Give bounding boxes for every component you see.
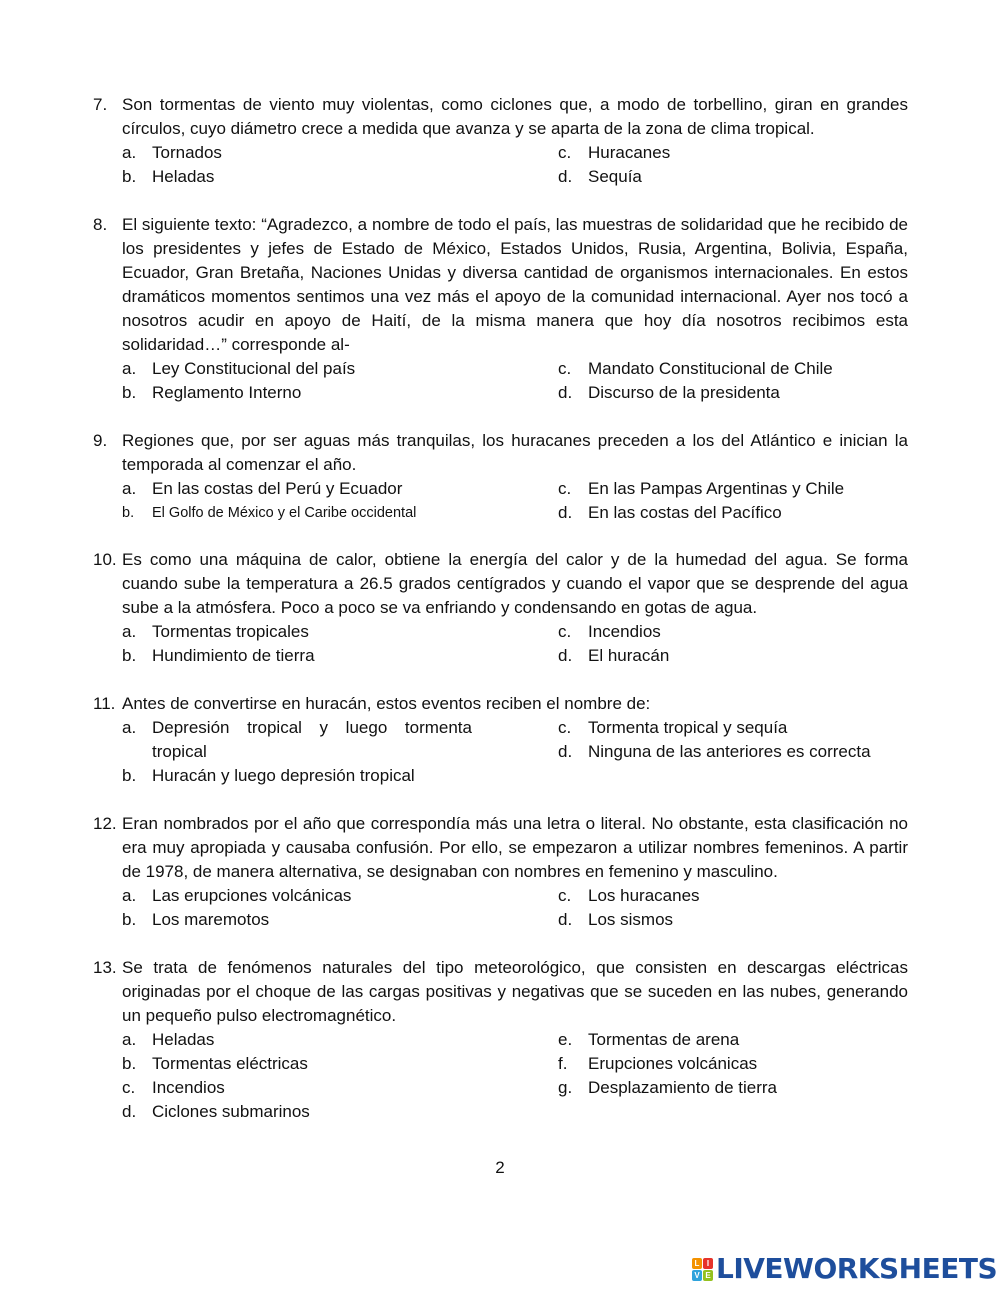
question-13 — [93, 956, 908, 1124]
option-letter: a. — [122, 359, 137, 378]
logo-mark-e: E — [703, 1270, 713, 1281]
option-text: Heladas — [152, 1030, 215, 1049]
option-letter: c. — [558, 718, 572, 737]
options — [122, 620, 908, 668]
question-8 — [93, 213, 908, 405]
question-text: Son tormentas de viento muy violentas, como ciclones que, a modo de torbellino, giran en grandes círculos, cuyo diámetro crece a medida que avanza y se aparta de la zona de clima tropical. — [122, 95, 908, 138]
option-c[interactable] — [558, 620, 908, 644]
liveworksheets-logo — [692, 1252, 997, 1286]
option-c[interactable] — [122, 1076, 558, 1100]
logo-mark-l: L — [692, 1258, 702, 1269]
option-a[interactable] — [122, 716, 472, 764]
option-d[interactable] — [122, 1100, 558, 1124]
option-letter: a. — [122, 143, 137, 162]
option-letter: b. — [122, 383, 137, 402]
option-a[interactable] — [122, 357, 558, 381]
option-text: Ciclones submarinos — [152, 1102, 310, 1121]
option-text: Reglamento Interno — [152, 383, 302, 402]
option-letter: d. — [122, 1102, 137, 1121]
option-text: Erupciones volcánicas — [588, 1054, 758, 1073]
options — [122, 716, 908, 788]
option-a[interactable] — [122, 141, 558, 165]
option-letter: c. — [558, 622, 572, 641]
options — [122, 477, 908, 525]
option-letter: c. — [558, 143, 572, 162]
option-letter: c. — [122, 1078, 136, 1097]
option-letter: e. — [558, 1030, 573, 1049]
option-text: El huracán — [588, 646, 670, 665]
option-b[interactable] — [122, 908, 558, 932]
option-c[interactable] — [558, 477, 908, 501]
option-text: Sequía — [588, 167, 642, 186]
question-text: El siguiente texto: “Agradezco, a nombre de todo el país, las muestras de solidaridad que he recibido de los presidentes y jefes de Estado de México, Estados Unidos, Rusia, Argentina, Bolivia, España, Ecuador, Gran Bretaña, Naciones Unidas y diversa cantidad de organismos internacionales. En estos dramáticos momentos sentimos una vez más el apoyo de la comunidad internacional. Ayer nos tocó a nosotros acudir en apoyo de Haití, de la misma manera que hoy día nosotros recibimos esta solidaridad…” corresponde al- — [122, 215, 908, 354]
question-11 — [93, 692, 908, 788]
option-letter: d. — [558, 503, 573, 522]
option-b[interactable] — [122, 1052, 558, 1076]
logo-text: LIVEWORKSHEETS — [716, 1252, 998, 1285]
option-text: Los huracanes — [588, 886, 700, 905]
option-d[interactable] — [558, 740, 908, 764]
option-b[interactable] — [122, 165, 558, 189]
option-a[interactable] — [122, 477, 558, 501]
logo-mark-icon — [692, 1258, 713, 1281]
option-text: Tormentas de arena — [588, 1030, 740, 1049]
question-7 — [93, 93, 908, 189]
logo-mark-v: V — [692, 1270, 702, 1281]
question-12 — [93, 812, 908, 932]
option-letter: d. — [558, 167, 573, 186]
option-text: Mandato Constitucional de Chile — [588, 359, 833, 378]
options — [122, 884, 908, 932]
option-c[interactable] — [558, 357, 908, 381]
option-text: El Golfo de México y el Caribe occidental — [152, 505, 417, 521]
option-text: Depresión tropical y luego tormenta tropical — [152, 718, 472, 761]
option-letter: c. — [558, 359, 572, 378]
option-text: Discurso de la presidenta — [588, 383, 780, 402]
option-d[interactable] — [558, 381, 908, 405]
options — [122, 1028, 908, 1124]
question-text: Eran nombrados por el año que correspondía más una letra o literal. No obstante, esta clasificación no era muy apropiada y causaba confusión. Por ello, se empezaron a utilizar nombres femeninos. A partir de 1978, de manera alternativa, se designaban con nombres en femenino y masculino. — [122, 814, 908, 881]
option-text: En las costas del Pacífico — [588, 503, 782, 522]
question-number: 12. — [93, 814, 117, 833]
options — [122, 357, 908, 405]
question-text: Se trata de fenómenos naturales del tipo meteorológico, que consisten en descargas eléctricas originadas por el choque de las cargas positivas y negativas que se suceden en las nubes, generando un pequeño pulso electromagnético. — [122, 958, 908, 1025]
option-letter: b. — [122, 167, 137, 186]
question-number: 7. — [93, 95, 108, 114]
option-g[interactable] — [558, 1076, 908, 1100]
option-letter: a. — [122, 622, 137, 641]
option-a[interactable] — [122, 1028, 558, 1052]
option-c[interactable] — [558, 141, 908, 165]
option-letter: b. — [122, 646, 137, 665]
question-number: 9. — [93, 431, 108, 450]
option-b[interactable] — [122, 644, 558, 668]
question-number: 13. — [93, 958, 117, 977]
option-d[interactable] — [558, 644, 908, 668]
option-b[interactable] — [122, 501, 558, 525]
option-letter: d. — [558, 383, 573, 402]
option-b[interactable] — [122, 764, 472, 788]
option-letter: f. — [558, 1054, 568, 1073]
option-letter: b. — [122, 505, 135, 521]
option-letter: a. — [122, 1030, 137, 1049]
question-text: Es como una máquina de calor, obtiene la energía del calor y de la humedad del agua. Se forma cuando sube la temperatura a 26.5 grados centígrados y cuando el vapor que se desprende del agua sube a la atmósfera. Poco a poco se va enfriando y condensando en gotas de agua. — [122, 550, 908, 617]
option-text: Tornados — [152, 143, 222, 162]
option-text: Los sismos — [588, 910, 674, 929]
option-d[interactable] — [558, 908, 908, 932]
question-9 — [93, 429, 908, 525]
page-number: 2 — [495, 1158, 505, 1177]
option-text: Hundimiento de tierra — [152, 646, 315, 665]
option-letter: a. — [122, 479, 137, 498]
options — [122, 141, 908, 189]
question-10 — [93, 548, 908, 668]
option-letter: a. — [122, 718, 137, 737]
question-number: 10. — [93, 550, 117, 569]
logo-mark-i: I — [703, 1258, 713, 1269]
option-letter: c. — [558, 479, 572, 498]
option-text: Incendios — [588, 622, 661, 641]
option-text: Los maremotos — [152, 910, 270, 929]
question-text: Antes de convertirse en huracán, estos eventos reciben el nombre de: — [122, 694, 651, 713]
question-text: Regiones que, por ser aguas más tranquilas, los huracanes preceden a los del Atlántico e inician la temporada al comenzar el año. — [122, 431, 908, 474]
option-text: Tormentas eléctricas — [152, 1054, 308, 1073]
option-text: Tormentas tropicales — [152, 622, 309, 641]
option-a[interactable] — [122, 620, 558, 644]
option-text: Heladas — [152, 167, 215, 186]
option-letter: d. — [558, 910, 573, 929]
option-text: Las erupciones volcánicas — [152, 886, 352, 905]
option-c[interactable] — [558, 884, 908, 908]
option-text: Ninguna de las anteriores es correcta — [588, 742, 871, 761]
option-text: Desplazamiento de tierra — [588, 1078, 777, 1097]
option-text: Huracanes — [588, 143, 671, 162]
option-text: Huracán y luego depresión tropical — [152, 766, 415, 785]
option-text: En las Pampas Argentinas y Chile — [588, 479, 845, 498]
option-letter: b. — [122, 766, 137, 785]
option-letter: d. — [558, 742, 573, 761]
option-letter: b. — [122, 1054, 137, 1073]
option-d[interactable] — [558, 165, 908, 189]
option-d[interactable] — [558, 501, 908, 525]
option-text: Incendios — [152, 1078, 225, 1097]
option-text: Ley Constitucional del país — [152, 359, 356, 378]
option-a[interactable] — [122, 884, 558, 908]
option-letter: b. — [122, 910, 137, 929]
option-letter: c. — [558, 886, 572, 905]
option-f[interactable] — [558, 1052, 908, 1076]
question-number: 11. — [93, 694, 116, 713]
option-text: Tormenta tropical y sequía — [588, 718, 788, 737]
option-letter: d. — [558, 646, 573, 665]
option-text: En las costas del Perú y Ecuador — [152, 479, 403, 498]
option-e[interactable] — [558, 1028, 908, 1052]
question-number: 8. — [93, 215, 108, 234]
option-b[interactable] — [122, 381, 558, 405]
option-letter: a. — [122, 886, 137, 905]
option-c[interactable] — [558, 716, 908, 740]
option-letter: g. — [558, 1078, 573, 1097]
